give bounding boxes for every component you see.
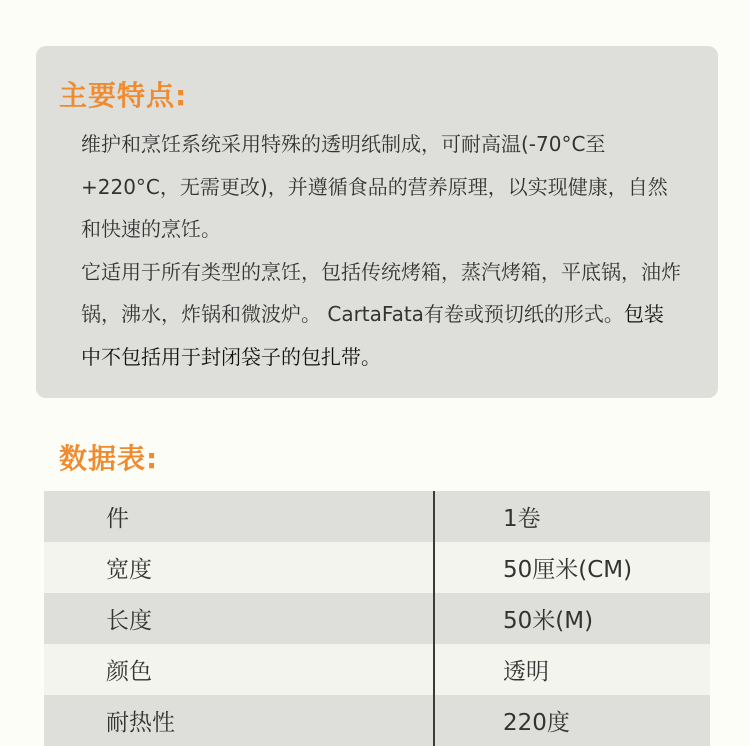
features-paragraph-1: 维护和烹饪系统采用特殊的透明纸制成，可耐高温(-70°C至+220°C，无需更改)，并遵循食品的营养原理，以实现健康，自然和快速的烹饪。 xyxy=(81,132,668,241)
spec-key: 宽度 xyxy=(44,542,434,593)
spec-key: 颜色 xyxy=(44,644,434,695)
spec-key: 件 xyxy=(44,491,434,542)
table-row xyxy=(44,593,710,644)
features-paragraph-2-text: 它适用于所有类型的烹饪，包括传统烤箱，蒸汽烤箱，平底锅，油炸锅，沸水，炸锅和微波炉。 CartaFata有卷或预切纸的形式。 xyxy=(81,259,681,326)
spec-key: 长度 xyxy=(44,593,434,644)
table-row xyxy=(44,695,710,746)
features-description xyxy=(81,123,681,378)
features-title: 主要特点: xyxy=(59,79,188,112)
spec-key: 耐热性 xyxy=(44,695,434,746)
datasheet-table xyxy=(44,491,710,746)
features-packaging-note: 包装中不包括用于封闭袋子的包扎带。 xyxy=(81,302,664,369)
datasheet-title: 数据表: xyxy=(59,442,159,475)
table-row xyxy=(44,491,710,542)
table-row xyxy=(44,542,710,593)
spec-value: 220度 xyxy=(434,695,710,746)
spec-value: 50厘米(CM) xyxy=(434,542,710,593)
table-row xyxy=(44,644,710,695)
features-paragraph-2 xyxy=(81,251,681,379)
features-panel xyxy=(36,46,718,398)
spec-value: 1卷 xyxy=(434,491,710,542)
spec-value: 50米(M) xyxy=(434,593,710,644)
spec-value: 透明 xyxy=(434,644,710,695)
